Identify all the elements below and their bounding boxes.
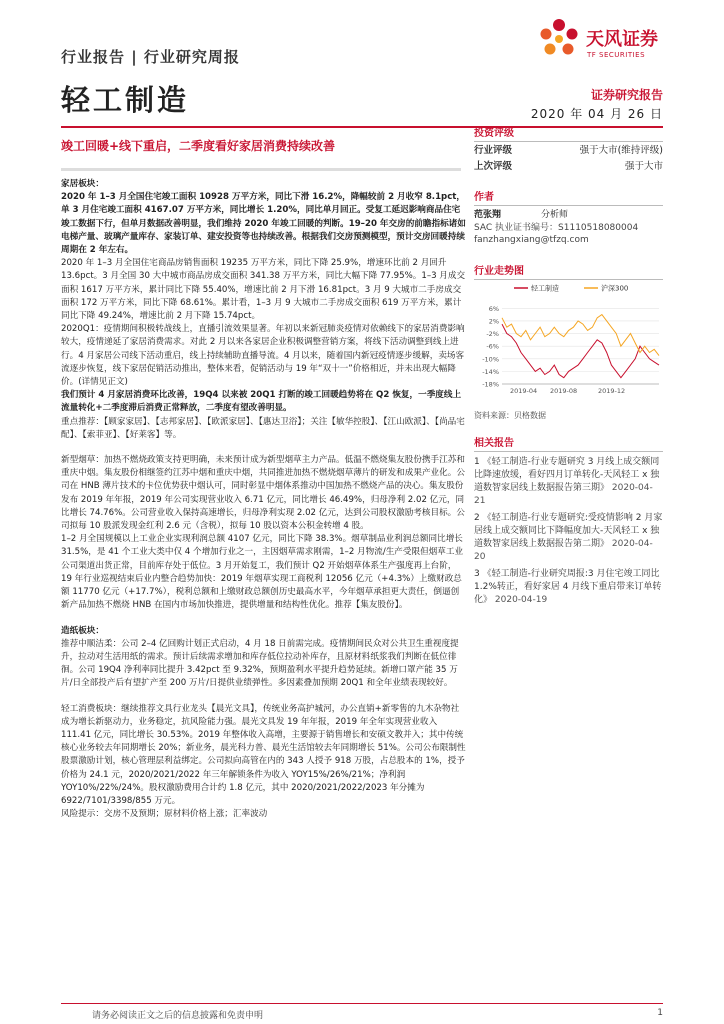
- page-number: 1: [657, 1008, 663, 1018]
- body-paragraph: 轻工消费板块：继续推荐文具行业龙头【晨光文具】，传统业务高护城河，办公直销+新零售的九木杂物社成为增长新驱动力，业务稳定，抗风险能力强。晨光文具发 19 年年报，2019 年全年实现营业收入 111.41 亿元，同比增长 30.53%。2019 年整体收入高增，主要源于销售增长和安硕文教并入；其中传统核心业务较去年同期增长 20%；新业务，晨光科力普、晨光生活馆较去年同期增长 51%。公司公布限制性股票激励计划，核心管理层利益绑定。公司拟向高管在内的 343 人授予 918 万股，占总股本的 1%，授予价格为 24.1 元，2020/2021/2022 年三年解锁条件为收入 YOY15%/26%/21%；净利润 YOY10%/22%/24%。股权激励费用合计约 1.8 亿元，其中 2020/2021/2022/2023 年分摊为 6922/7101/3398/855 万元。: [61, 703, 466, 806]
- trend-panel: [474, 262, 663, 280]
- y-tick-label: 6%: [488, 304, 499, 313]
- rating-row: 行业评级 强于大市(维持评级): [474, 145, 663, 156]
- body-paragraph: 2020Q1：疫情期间积极转战线上，直播引流效果显著。年初以来新冠肺炎疫情对依赖线下的家居消费影响较大，疫情递延了家居消费需求。对此 2 月以来各家居企业积极调整营销方案，将线下活动调整到线上进行。4 月家居公司线下活动重启，线上持续辅助直播导流。4 月以来，随着国内新冠疫情逐步缓解，卖场客流逐步恢复，线下家居促销活动推出，整体来看，促销活动与 19 年“双十一”价格相近，并未出现大幅降价。(详情见正文): [61, 324, 465, 388]
- rating-title: 投资评级: [474, 128, 514, 139]
- y-tick-label: -2%: [486, 330, 499, 339]
- related-title: 相关报告: [474, 438, 514, 449]
- headline-divider: [61, 168, 461, 171]
- brand-name: 天风证券: [586, 29, 658, 50]
- x-tick-label: 2019-04: [510, 387, 538, 395]
- body-paragraph: 2020 年 1–3 月全国住宅竣工面积 10928 万平方米，同比下滑 16.2%，降幅较前 2 月收窄 8.1pct，单 3 月住宅竣工面积 4167.07 万平方米，同比增长 1.20%，同比单月回正。受复工延迟影响商品住宅竣工数据下行，但单月数据改善明显，我们维持 2020 年竣工回暖的判断。19–20 年交房的前瞻指标诸如电梯产量、玻璃产量库存、家装订单、建安投资等也持续改善。根据我们交房预测模型，预计交房回暖持续周期在 2 年左右。: [61, 192, 466, 256]
- related-item[interactable]: 1 《轻工制造-行业专题研究 3 月线上成交额同比降速放缓，看好四月订单转化-天风轻工 x 独道数智家居线上数据报告第三期》 2020-04-21: [474, 457, 660, 506]
- related-item[interactable]: 3 《轻工制造-行业研究周报:3 月住宅竣工同比 1.2%转正，看好家居 4 月线下重启带来订单转化》 2020-04-19: [474, 569, 662, 605]
- author-panel: [474, 188, 663, 246]
- author-cert: SAC 执业证书编号：S1110518080004: [474, 223, 639, 233]
- report-kind: 证券研究报告: [590, 88, 663, 102]
- x-tick-label: 2019-12: [598, 387, 626, 395]
- body-paragraph: 新型烟草：加热不燃烧政策支持更明确，未来预计成为新型烟草主力产品。低温不燃烧集友股份携手江苏和重庆中烟。集友股份相继签约江苏中烟和重庆中烟，共同推进加热不燃烧烟草薄片的研发和成果产业化。公司在 HNB 薄片技术的卡位优势获中烟认可，同时彰显中烟体系推动中国加热不燃烧产品的决心。集友股份发布 2019 年年报，2019 年公司实现营业收入 6.71 亿元，同比增长 46.49%，归母净利 2.02 亿元，同比增长 74.76%。公司营业收入保持高速增长，归母净利实现 2.02 亿元，达到公司股权激励考核目标。公司拟每 10 股派发现金红利 2.6 元（含税），拟每 10 股以资本公积金转增 4 股。: [61, 455, 465, 532]
- brand-logo-icon: [536, 17, 582, 63]
- legend-label: 轻工制造: [531, 284, 559, 293]
- related-item[interactable]: 2 《轻工制造-行业专题研究:受疫情影响 2 月家居线上成交额同比下降幅度加大-天风轻工 x 独道数智家居线上数据报告第二期》 2020-04-20: [474, 513, 663, 562]
- legend-label: 沪深300: [601, 284, 629, 293]
- author-title: 作者: [474, 192, 494, 203]
- body-paragraph: 我们预计 4 月家居消费环比改善，19Q4 以来被 20Q1 打断的竣工回暖趋势将在 Q2 恢复，一季度线上流量转化+二季度滞后消费正常释放，二季度有望改善明显。: [61, 390, 462, 414]
- rating-row: 上次评级 强于大市: [474, 161, 663, 172]
- brand-logo: [536, 17, 686, 67]
- body-paragraph: 重点推荐：【顾家家居】、【志邦家居】、【欧派家居】、【惠达卫浴】；关注【敏华控股】、【江山欧派】、【尚品宅配】、【索菲亚】、【好莱客】等。: [61, 416, 465, 440]
- body-paragraph: 2020 年 1–3 月全国住宅商品房销售面积 19235 万平方米，同比下降 25.9%，增速环比前 2 月回升 13.6pct。3 月全国 30 大中城市商品房成交面积 341.38 万平方米，同比大幅下降 77.95%。1–3 月成交面积 1617 万平方米，累计同比下降 55.40%，增速比前 2 月下滑 16.81pct。3 月 9 大城市二手房成交面积 172 万平方米，同比下降 68.61%。累计看，1–3 月 9 大城市二手房成交面积 619 万平方米，累计同比下降 49.24%，增速比前 2 月下降 15.74pct。: [61, 258, 466, 322]
- risk-note: 风险提示：交房不及预期；原材料价格上涨；汇率波动: [61, 809, 268, 820]
- brand-name-en: TF SECURITIES: [587, 51, 646, 59]
- page-title: 轻工制造: [61, 83, 190, 117]
- y-tick-label: -14%: [482, 367, 499, 376]
- chart-source: 资料来源：贝格数据: [474, 411, 546, 420]
- series-line-1: [502, 324, 659, 378]
- body-paragraph: 推荐中顺洁柔：公司 2–4 亿回购计划正式启动，4 月 18 日前需完成。疫情期间民众对公共卫生重视度提升，拉动对生活用纸的需求。预计后续需求增加和库存低位拉动补库存，且原材料纸浆我们判断在低位徘徊。公司 19Q4 净利率同比提升 3.42pct 至 9.32%，预期盈利水平提升趋势延续。新增口罩产能 35 万片/日全部投产后有望扩产至 200 万片/日提供业绩弹性。多因素叠加预期 20Q1 和全年业绩表现较好。: [61, 638, 459, 689]
- body-paragraph: 1–2 月全国规模以上工业企业实现利润总额 4107 亿元，同比下降 38.3%。烟草制品业利润总额同比增长 31.5%，是 41 个工业大类中仅 4 个增加行业之一，主因烟草需求刚需，1–2 月物流/生产受限但烟草工业公司渠道出货正常，目前库存处于低位。3 月开始复工，我们预计 Q2 开始烟草体系生产强度再上台阶，19 年行业巡视结束后业内整合趋势加快：2019 年烟草实现工商税利 12056 亿元（+4.3%）上缴财政总额 11770 亿元（+17.7%），税利总额和上缴财政总额创历史最高水平，今年烟草承担更大责任，倒逼创新产品加热不燃烧 HNB 在国内市场加快推进，提供增量和结构性优化。推荐【集友股份】。: [61, 534, 464, 611]
- main-body: [61, 178, 466, 821]
- author-email[interactable]: fanzhangxiang@tfzq.com: [474, 235, 589, 245]
- footer-divider: [61, 1003, 663, 1004]
- trend-title: 行业走势图: [474, 266, 524, 277]
- y-tick-label: 2%: [488, 317, 499, 326]
- report-headline: 竣工回暖+线下重启，二季度看好家居消费持续改善: [61, 139, 336, 153]
- rating-panel: [474, 124, 663, 175]
- author-name: 范张翔: [474, 210, 502, 220]
- y-tick-label: -6%: [486, 342, 499, 351]
- report-type: 行业报告 | 行业研究周报: [61, 48, 240, 66]
- footer-disclaimer: 请务必阅读正文之后的信息披露和免责申明: [92, 1011, 264, 1021]
- author-role: 分析师: [541, 210, 569, 220]
- trend-chart: [474, 280, 663, 398]
- section-paper-title: 造纸板块：: [61, 625, 104, 636]
- section-home-title: 家居板块：: [61, 179, 104, 189]
- related-panel: [474, 434, 663, 611]
- y-tick-label: -10%: [482, 355, 499, 364]
- y-tick-label: -18%: [482, 380, 499, 389]
- report-date: 2020 年 04 月 26 日: [530, 107, 663, 121]
- x-tick-label: 2019-08: [550, 387, 578, 395]
